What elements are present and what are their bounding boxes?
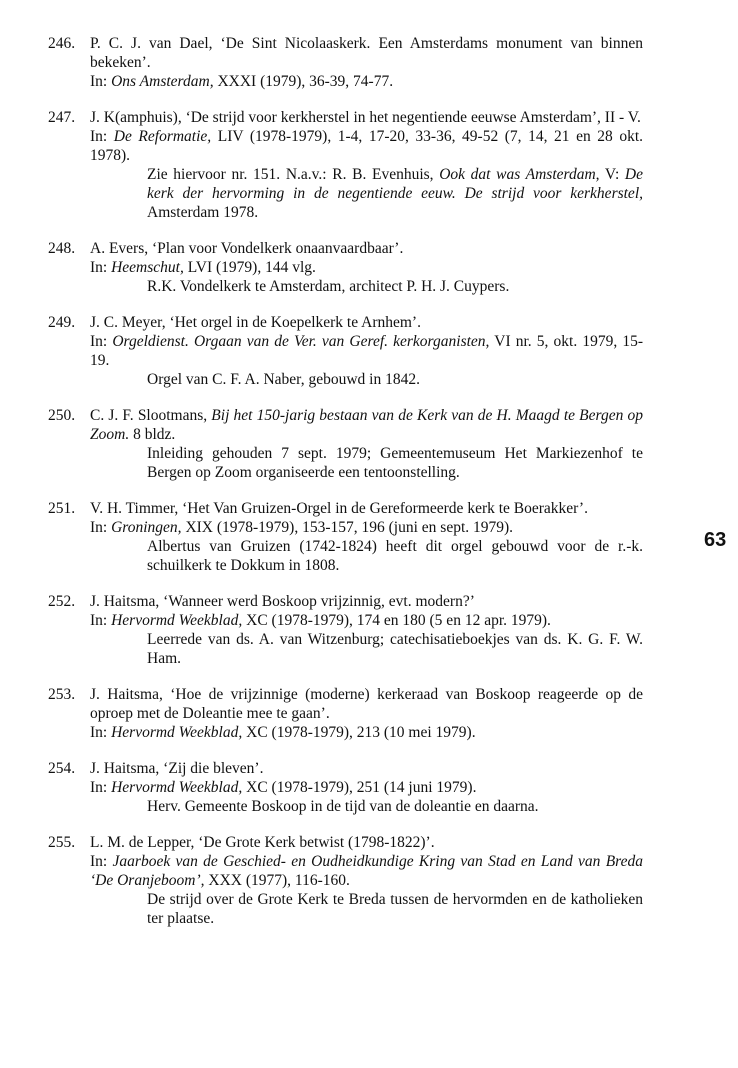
entry-number: 254. <box>48 760 76 777</box>
entry-title: P. C. J. van Dael, ‘De Sint Nicolaaskerk. Een Amsterdams monument van binnen bekeken’. <box>90 35 643 71</box>
entry-note: De strijd over de Grote Kerk te Breda tussen de hervormden en de katholieken ter plaatse. <box>147 891 643 927</box>
entry-title: J. Haitsma, ‘Hoe de vrijzinnige (moderne) kerkeraad van Boskoop reageerde op de oproep met de Doleantie mee te gaan’. <box>90 686 643 722</box>
entry-250 <box>0 406 738 482</box>
entry-title: J. K(amphuis), ‘De strijd voor kerkherstel in het negentiende eeuwse Amsterdam’, II - V. <box>90 109 641 126</box>
entry-title: J. Haitsma, ‘Wanneer werd Boskoop vrijzinnig, evt. modern?’ <box>90 593 475 610</box>
entry-title: L. M. de Lepper, ‘De Grote Kerk betwist (1798-1822)’. <box>90 834 435 851</box>
entry-title: C. J. F. Slootmans, Bij het 150-jarig bestaan van de Kerk van de H. Maagd te Bergen op Zoom. 8 bldz. <box>90 407 643 443</box>
entry-title: J. Haitsma, ‘Zij die bleven’. <box>90 760 264 777</box>
entry-source: In: Orgeldienst. Orgaan van de Ver. van Geref. kerkorganisten, VI nr. 5, okt. 1979, 15-19. <box>90 333 644 369</box>
entry-number: 252. <box>48 593 76 610</box>
entry-note: Inleiding gehouden 7 sept. 1979; Gemeentemuseum Het Markiezenhof te Bergen op Zoom organiseerde een tentoonstelling. <box>147 445 643 481</box>
entry-source: In: Jaarboek van de Geschied- en Oudheidkundige Kring van Stad en Land van Breda ‘De Oranjeboom’, XXX (1977), 116-160. <box>90 853 644 889</box>
entry-source: In: Hervormd Weekblad, XC (1978-1979), 213 (10 mei 1979). <box>90 724 476 741</box>
entry-number: 255. <box>48 834 76 851</box>
bibliography-page <box>0 34 738 945</box>
entry-254 <box>0 759 738 816</box>
entry-source: In: Groningen, XIX (1978-1979), 153-157, 196 (juni en sept. 1979). <box>90 519 514 536</box>
entry-title: A. Evers, ‘Plan voor Vondelkerk onaanvaardbaar’. <box>90 240 404 257</box>
entry-title: V. H. Timmer, ‘Het Van Gruizen-Orgel in de Gereformeerde kerk te Boerakker’. <box>90 500 588 517</box>
page-number: 63 <box>704 529 727 551</box>
entry-255 <box>0 833 738 928</box>
entry-number: 248. <box>48 240 76 257</box>
entry-number: 246. <box>48 35 76 52</box>
entry-252 <box>0 592 738 668</box>
entry-note: Leerrede van ds. A. van Witzenburg; catechisatieboekjes van ds. K. G. F. W. Ham. <box>147 631 643 667</box>
entry-note: Herv. Gemeente Boskoop in de tijd van de doleantie en daarna. <box>147 798 539 815</box>
entry-248 <box>0 239 738 296</box>
entry-number: 249. <box>48 314 76 331</box>
entry-note: Orgel van C. F. A. Naber, gebouwd in 1842. <box>147 371 420 388</box>
entry-source: In: Hervormd Weekblad, XC (1978-1979), 251 (14 juni 1979). <box>90 779 477 796</box>
entry-number: 247. <box>48 109 76 126</box>
entry-source: In: Heemschut, LVI (1979), 144 vlg. <box>90 259 316 276</box>
entry-246 <box>0 34 738 91</box>
entry-249 <box>0 313 738 389</box>
entry-253 <box>0 685 738 742</box>
entry-251 <box>0 499 738 575</box>
entry-note: Zie hiervoor nr. 151. N.a.v.: R. B. Evenhuis, Ook dat was Amsterdam, V: De kerk der hervorming in de negentiende eeuw. De strijd voor kerkherstel, Amsterdam 1978. <box>147 166 643 221</box>
entry-source: In: Ons Amsterdam, XXXI (1979), 36-39, 74-77. <box>90 73 394 90</box>
entry-source: In: De Reformatie, LIV (1978-1979), 1-4, 17-20, 33-36, 49-52 (7, 14, 21 en 28 okt. 1978). <box>90 128 644 164</box>
entry-source: In: Hervormd Weekblad, XC (1978-1979), 174 en 180 (5 en 12 apr. 1979). <box>90 612 551 629</box>
entry-note: Albertus van Gruizen (1742-1824) heeft dit orgel gebouwd voor de r.-k. schuilkerk te Dokkum in 1808. <box>147 538 643 574</box>
entry-number: 253. <box>48 686 76 703</box>
entry-number: 250. <box>48 407 76 424</box>
entry-247 <box>0 108 738 222</box>
entry-title: J. C. Meyer, ‘Het orgel in de Koepelkerk te Arnhem’. <box>90 314 421 331</box>
entry-number: 251. <box>48 500 76 517</box>
entry-note: R.K. Vondelkerk te Amsterdam, architect P. H. J. Cuypers. <box>147 278 510 295</box>
